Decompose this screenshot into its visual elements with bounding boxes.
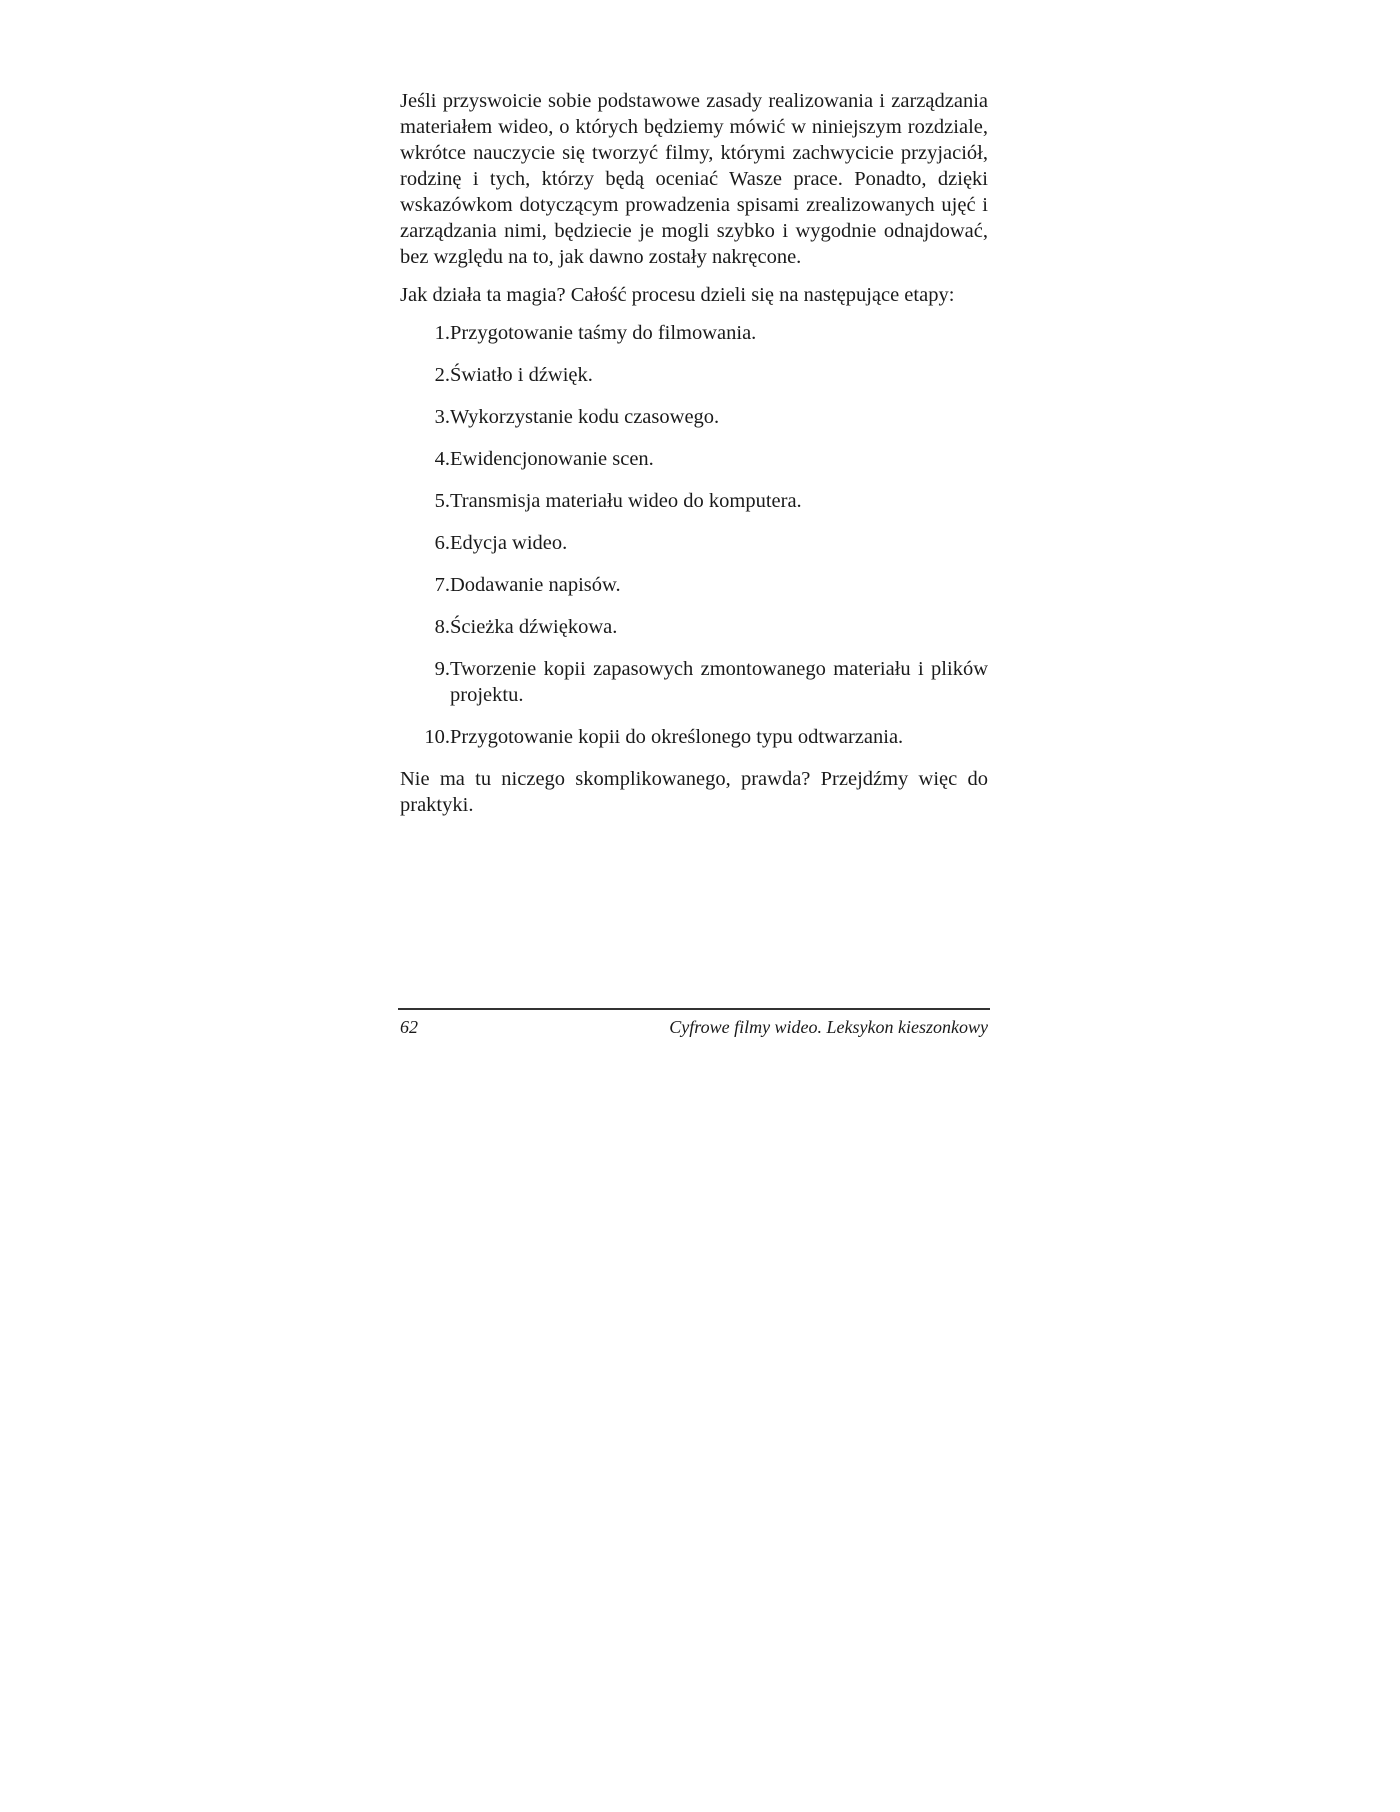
step-text: Transmisja materiału wideo do komputera. [450,490,802,512]
list-item [400,404,988,430]
page-body [400,88,988,818]
step-number: 1. [434,322,450,344]
list-item [400,572,988,598]
step-number: 4. [434,448,450,470]
closing-paragraph: Nie ma tu niczego skomplikowanego, prawda? Przejdźmy więc do praktyki. [400,768,988,816]
footer-divider [398,1008,990,1010]
step-text: Ścieżka dźwiękowa. [450,616,618,638]
step-number: 5. [434,490,450,512]
step-text: Światło i dźwięk. [450,364,593,386]
step-number: 8. [434,616,450,638]
step-text: Ewidencjonowanie scen. [450,448,654,470]
step-text: Przygotowanie taśmy do filmowania. [450,322,757,344]
step-text: Tworzenie kopii zapasowych zmontowanego materiału i plików projektu. [450,658,988,706]
step-text: Edycja wideo. [450,532,568,554]
step-text: Dodawanie napisów. [450,574,621,596]
page-footer [400,1016,988,1038]
list-item [400,724,988,750]
step-number: 3. [434,406,450,428]
list-item [400,656,988,708]
intro-paragraph: Jeśli przyswoicie sobie podstawowe zasady realizowania i zarządzania materiałem wideo, o których będziemy mówić w niniejszym rozdziale, wkrótce nauczycie się tworzyć filmy, którymi zachwycicie przyjaciół, rodzinę i tych, którzy będą oceniać Wasze prace. Ponadto, dzięki wskazówkom dotyczącym prowadzenia spisami zrealizowanych ujęć i zarządzania nimi, będziecie je mogli szybko i wygodnie odnajdować, bez względu na to, jak dawno zostały nakręcone. [400,90,988,268]
step-number: 7. [434,574,450,596]
list-item [400,320,988,346]
list-item [400,488,988,514]
step-number: 6. [434,532,450,554]
step-text: Wykorzystanie kodu czasowego. [450,406,720,428]
list-item [400,530,988,556]
lead-paragraph: Jak działa ta magia? Całość procesu dzieli się na następujące etapy: [400,284,955,306]
page-number: 62 [400,1017,418,1037]
step-text: Przygotowanie kopii do określonego typu odtwarzania. [450,726,904,748]
running-title: Cyfrowe filmy wideo. Leksykon kieszonkowy [669,1017,988,1037]
list-item [400,362,988,388]
step-number: 2. [434,364,450,386]
step-number: 9. [434,658,450,680]
list-item [400,614,988,640]
list-item [400,446,988,472]
process-steps-list [400,320,988,750]
step-number: 10. [424,726,450,748]
